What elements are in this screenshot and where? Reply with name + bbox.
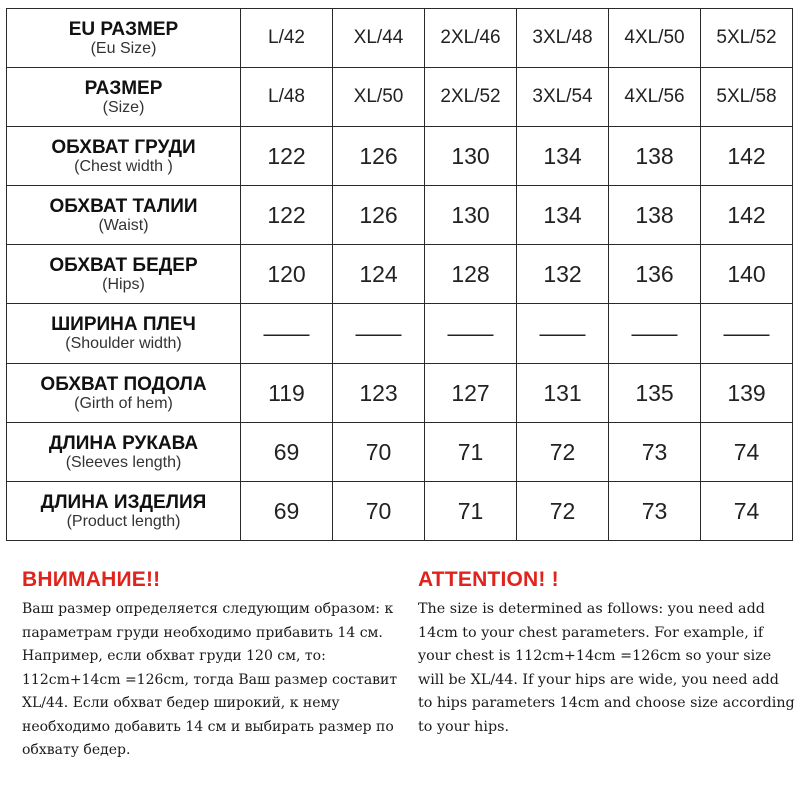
attention-note-english (418, 566, 796, 739)
table-cell: 3XL/48 (517, 9, 609, 68)
attention-title-russian: ВНИМАНИЕ!! (22, 568, 161, 591)
table-cell: —— (609, 304, 701, 364)
table-cell: 69 (241, 482, 333, 541)
table-cell: 122 (241, 127, 333, 186)
table-cell: 134 (517, 127, 609, 186)
row-label-cell (7, 423, 241, 482)
table-cell: 126 (333, 127, 425, 186)
table-cell: 138 (609, 127, 701, 186)
table-cell: 131 (517, 364, 609, 423)
row-label-cell (7, 482, 241, 541)
row-label: EU РАЗМЕР (68, 18, 179, 40)
row-sublabel: (Girth of hem) (74, 394, 173, 412)
row-label: ОБХВАТ ТАЛИИ (49, 195, 198, 217)
table-row (7, 9, 793, 68)
table-row (7, 482, 793, 541)
table-cell: 71 (425, 423, 517, 482)
attention-body-russian: Ваш размер определяется следующим образом: к параметрам груди необходимо прибавить 14 см. Например, если обхват груди 120 см, то: 112cm+14cm =126cm, тогда Ваш размер составит XL/44. Если обхват бедер широкий, к нему необходимо добавить 14 см и выбирать размер по обхвату бедер. (22, 601, 398, 758)
table-cell: 119 (241, 364, 333, 423)
table-cell: 4XL/56 (609, 68, 701, 127)
table-row (7, 423, 793, 482)
row-sublabel: (Product length) (66, 512, 181, 530)
table-cell: XL/50 (333, 68, 425, 127)
table-row (7, 127, 793, 186)
table-cell: 74 (701, 423, 793, 482)
table-cell: 120 (241, 245, 333, 304)
table-cell: 126 (333, 186, 425, 245)
table-cell: 123 (333, 364, 425, 423)
table-cell: 130 (425, 127, 517, 186)
table-cell: 124 (333, 245, 425, 304)
row-sublabel: (Hips) (102, 275, 145, 293)
table-cell: 134 (517, 186, 609, 245)
table-cell: —— (333, 304, 425, 364)
table-cell: L/42 (241, 9, 333, 68)
attention-title-english: ATTENTION! ! (418, 568, 559, 591)
table-cell: 71 (425, 482, 517, 541)
row-label-cell (7, 245, 241, 304)
table-row (7, 245, 793, 304)
table-cell: —— (517, 304, 609, 364)
row-label: ОБХВАТ ПОДОЛА (40, 373, 207, 395)
row-sublabel: (Size) (102, 98, 145, 116)
row-sublabel: (Eu Size) (90, 39, 157, 57)
table-cell: 142 (701, 186, 793, 245)
table-row (7, 364, 793, 423)
table-cell: 132 (517, 245, 609, 304)
table-cell: 73 (609, 423, 701, 482)
table-cell: 136 (609, 245, 701, 304)
row-label-cell (7, 127, 241, 186)
table-row (7, 304, 793, 364)
row-label: ОБХВАТ БЕДЕР (49, 254, 198, 276)
table-cell: —— (425, 304, 517, 364)
row-label: ДЛИНА ИЗДЕЛИЯ (40, 491, 207, 513)
row-label-cell (7, 304, 241, 364)
row-sublabel: (Shoulder width) (65, 335, 182, 352)
table-cell: 73 (609, 482, 701, 541)
row-label: РАЗМЕР (84, 77, 163, 99)
table-cell: L/48 (241, 68, 333, 127)
table-cell: 74 (701, 482, 793, 541)
table-cell: —— (241, 304, 333, 364)
table-row (7, 68, 793, 127)
row-label-cell (7, 68, 241, 127)
row-sublabel: (Sleeves length) (65, 453, 182, 471)
table-cell: 70 (333, 423, 425, 482)
table-row (7, 186, 793, 245)
table-cell: 4XL/50 (609, 9, 701, 68)
attention-body-english: The size is determined as follows: you need add 14cm to your chest parameters. For example, if your chest is 112cm+14cm =126cm so your size will be XL/44. If your hips are wide, you need add to hips parameters 14cm and choose size according to your hips. (418, 601, 795, 735)
table-cell: 69 (241, 423, 333, 482)
table-cell: 2XL/46 (425, 9, 517, 68)
size-chart-table (6, 8, 793, 541)
table-cell: 3XL/54 (517, 68, 609, 127)
table-cell: 122 (241, 186, 333, 245)
table-cell: 72 (517, 482, 609, 541)
table-cell: XL/44 (333, 9, 425, 68)
table-cell: 130 (425, 186, 517, 245)
table-cell: 138 (609, 186, 701, 245)
row-label-cell (7, 186, 241, 245)
table-cell: 142 (701, 127, 793, 186)
table-cell: —— (701, 304, 793, 364)
table-cell: 70 (333, 482, 425, 541)
row-label: ОБХВАТ ГРУДИ (51, 136, 196, 158)
row-label: ШИРИНА ПЛЕЧ (51, 314, 196, 335)
table-cell: 127 (425, 364, 517, 423)
table-cell: 139 (701, 364, 793, 423)
table-cell: 2XL/52 (425, 68, 517, 127)
table-cell: 140 (701, 245, 793, 304)
table-cell: 5XL/52 (701, 9, 793, 68)
attention-note-russian (22, 566, 412, 763)
row-label: ДЛИНА РУКАВА (48, 432, 199, 454)
table-cell: 72 (517, 423, 609, 482)
row-label-cell (7, 9, 241, 68)
table-cell: 5XL/58 (701, 68, 793, 127)
row-label-cell (7, 364, 241, 423)
row-sublabel: (Waist) (98, 216, 149, 234)
table-cell: 128 (425, 245, 517, 304)
row-sublabel: (Chest width ) (74, 157, 173, 175)
table-cell: 135 (609, 364, 701, 423)
